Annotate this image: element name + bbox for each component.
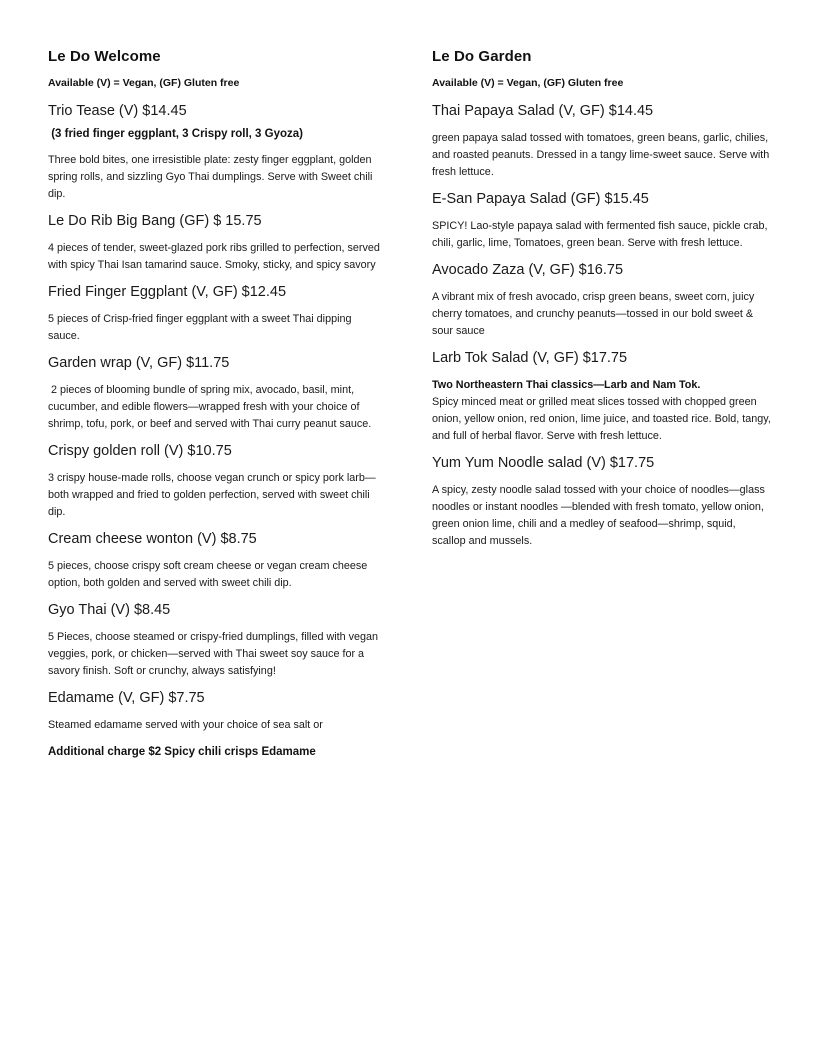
menu-item-title: E-San Papaya Salad (GF) $15.45 xyxy=(432,191,649,207)
menu-item-trio-tease xyxy=(48,103,384,203)
menu-item-cream-cheese-wonton xyxy=(48,531,384,592)
menu-item-title: Edamame (V, GF) $7.75 xyxy=(48,690,205,706)
menu-item-title: Le Do Rib Big Bang (GF) $ 15.75 xyxy=(48,213,262,229)
menu-item-title: Gyo Thai (V) $8.45 xyxy=(48,602,171,618)
menu-item-description: A spicy, zesty noodle salad tossed with your choice of noodles—glass noodles or instant noodles —blended with fresh tomato, yellow onion, green onion lime, chili and a medley of seafood—shrimp, squid, scallop and mussels. xyxy=(432,484,765,547)
section-title-welcome: Le Do Welcome xyxy=(48,48,161,65)
menu-item-title: Garden wrap (V, GF) $11.75 xyxy=(48,355,230,371)
menu-item-description: 4 pieces of tender, sweet-glazed pork ribs grilled to perfection, served with spicy Thai Isan tamarind sauce. Smoky, sticky, and spicy savory xyxy=(48,242,380,271)
availability-note: Available (V) = Vegan, (GF) Gluten free xyxy=(432,77,624,89)
menu-item-description: Three bold bites, one irresistible plate: zesty finger eggplant, golden spring rolls, and sizzling Gyo Thai dumplings. Serve with Sweet chili dip. xyxy=(48,154,373,200)
menu-item-esan-papaya-salad xyxy=(432,191,772,252)
menu-item-description: Spicy minced meat or grilled meat slices tossed with chopped green onion, yellow onion, red onion, lime juice, and toasted rice. Bold, tangy, and full of herbal flavor. Serve with fresh lettuce. xyxy=(432,396,771,442)
menu-item-description: SPICY! Lao-style papaya salad with fermented fish sauce, pickle crab, chili, garlic, lime, Tomatoes, green bean. Serve with fresh lettuce. xyxy=(432,220,768,249)
menu-item-avocado-zaza xyxy=(432,262,772,340)
menu-item-description: 3 crispy house-made rolls, choose vegan crunch or spicy pork larb—both wrapped and fried to golden perfection, served with sweet chili dip. xyxy=(48,472,376,518)
menu-item-fried-finger-eggplant xyxy=(48,284,384,345)
menu-item-title: Avocado Zaza (V, GF) $16.75 xyxy=(432,262,624,278)
menu-item-title: Cream cheese wonton (V) $8.75 xyxy=(48,531,257,547)
menu-item-yum-yum-noodle-salad xyxy=(432,455,772,550)
menu-item-title: Fried Finger Eggplant (V, GF) $12.45 xyxy=(48,284,287,300)
menu-item-title: Thai Papaya Salad (V, GF) $14.45 xyxy=(432,103,654,119)
menu-item-subtitle: (3 fried finger eggplant, 3 Crispy roll, 3 Gyoza) xyxy=(48,128,303,140)
menu-item-gyo-thai xyxy=(48,602,384,680)
menu-item-description: Steamed edamame served with your choice of sea salt or xyxy=(48,719,323,731)
menu-item-edamame xyxy=(48,690,384,758)
menu-item-description: 5 pieces of Crisp-fried finger eggplant with a sweet Thai dipping sauce. xyxy=(48,313,352,342)
menu-item-description: A vibrant mix of fresh avocado, crisp green beans, sweet corn, juicy cherry tomatoes, and crunchy peanuts—tossed in our bold sweet & sour sauce xyxy=(432,291,755,337)
menu-item-garden-wrap xyxy=(48,355,384,433)
menu-item-description: green papaya salad tossed with tomatoes, green beans, garlic, chilies, and roasted peanuts. Dressed in a tangy lime-sweet sauce. Serve with fresh lettuce. xyxy=(432,132,770,178)
section-title-garden: Le Do Garden xyxy=(432,48,532,65)
menu-item-description: 2 pieces of blooming bundle of spring mix, avocado, basil, mint, cucumber, and edible flowers—wrapped fresh with your choice of shrimp, tofu, pork, or beef and served with Thai curry peanut sauce. xyxy=(48,384,372,430)
menu-item-thai-papaya-salad xyxy=(432,103,772,181)
menu-item-title: Crispy golden roll (V) $10.75 xyxy=(48,443,232,459)
menu-item-title: Larb Tok Salad (V, GF) $17.75 xyxy=(432,350,628,366)
menu-item-tagline: Two Northeastern Thai classics—Larb and Nam Tok. xyxy=(432,379,701,391)
menu-item-rib-big-bang xyxy=(48,213,384,274)
menu-item-description: 5 Pieces, choose steamed or crispy-fried dumplings, filled with vegan veggies, pork, or chicken—served with Thai sweet soy sauce for a savory finish. Soft or crunchy, always satisfying! xyxy=(48,631,379,677)
menu-item-description: 5 pieces, choose crispy soft cream cheese or vegan cream cheese option, both golden and served with sweet chili dip. xyxy=(48,560,368,589)
additional-charge-note: Additional charge $2 Spicy chili crisps Edamame xyxy=(48,746,316,758)
garden-menu-column xyxy=(432,48,772,560)
availability-note: Available (V) = Vegan, (GF) Gluten free xyxy=(48,77,240,89)
menu-item-title: Trio Tease (V) $14.45 xyxy=(48,103,187,119)
menu-item-larb-tok-salad xyxy=(432,350,772,445)
menu-item-title: Yum Yum Noodle salad (V) $17.75 xyxy=(432,455,655,471)
welcome-menu-column xyxy=(48,48,384,768)
menu-item-crispy-golden-roll xyxy=(48,443,384,521)
